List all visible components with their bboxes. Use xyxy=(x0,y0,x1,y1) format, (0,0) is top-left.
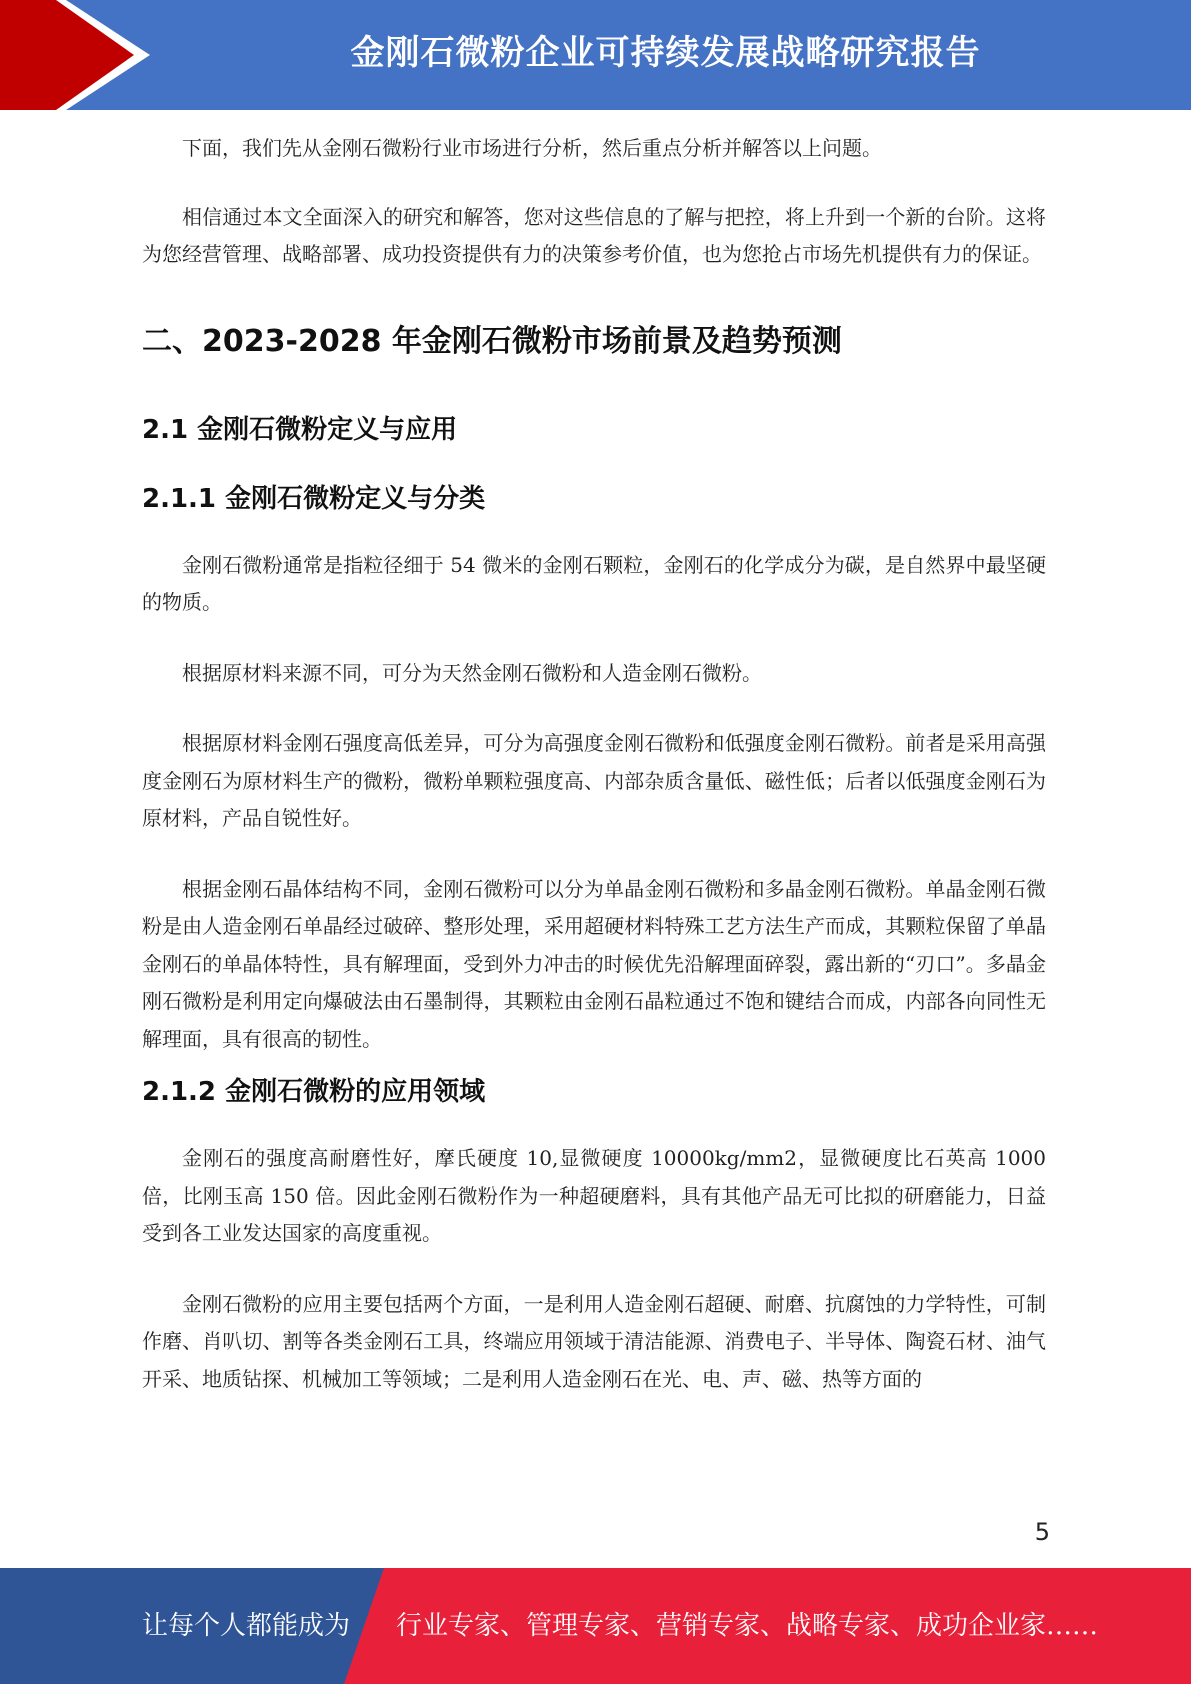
page-number: 5 xyxy=(1034,1518,1050,1546)
paragraph-applications: 金刚石微粉的应用主要包括两个方面，一是利用人造金刚石超硬、耐磨、抗腐蚀的力学特性，可制作磨、肖叭切、割等各类金刚石工具，终端应用领域于清洁能源、消费电子、半导体、陶瓷石材、油气开采、地质钻探、机械加工等领域；二是利用人造金刚石在光、电、声、磁、热等方面的 xyxy=(142,1291,1046,1391)
footer-slogan-right: 行业专家、管理专家、营销专家、战略专家、成功企业家…… xyxy=(396,1611,1099,1641)
footer-slogan-left: 让每个人都能成为 xyxy=(142,1611,351,1641)
paragraph-strength-classification: 根据原材料金刚石强度高低差异，可分为高强度金刚石微粉和低强度金刚石微粉。前者是采用高强度金刚石为原材料生产的微粉，微粉单颗粒强度高、内部杂质含量低、磁性低；后者以低强度金刚石为原材料，产品自锐性好。 xyxy=(142,731,1046,830)
page-header xyxy=(0,0,1191,110)
paragraph-definition: 金刚石微粉通常是指粒径细于 54 微米的金刚石颗粒，金刚石的化学成分为碳，是自然界中最坚硬的物质。 xyxy=(142,552,1046,614)
subsection-heading-2-1-2: 2.1.2 金刚石微粉的应用领域 xyxy=(142,1077,486,1107)
paragraph-intro: 下面，我们先从金刚石微粉行业市场进行分析，然后重点分析并解答以上问题。 xyxy=(182,136,882,160)
section-heading-2: 二、2023-2028 年金刚石微粉市场前景及趋势预测 xyxy=(142,323,842,359)
header-chevron-icon xyxy=(0,0,150,110)
subsection-heading-2-1-1: 2.1.1 金刚石微粉定义与分类 xyxy=(142,483,486,514)
page-footer xyxy=(0,1568,1191,1684)
paragraph-source-classification: 根据原材料来源不同，可分为天然金刚石微粉和人造金刚石微粉。 xyxy=(182,660,762,685)
subsection-heading-2-1: 2.1 金刚石微粉定义与应用 xyxy=(142,414,458,445)
header-title: 金刚石微粉企业可持续发展战略研究报告 xyxy=(350,33,981,73)
paragraph-value: 相信通过本文全面深入的研究和解答，您对这些信息的了解与把控，将上升到一个新的台阶。这将为您经营管理、战略部署、成功投资提供有力的决策参考价值，也为您抢占市场先机提供有力的保证。 xyxy=(142,204,1046,266)
document-body xyxy=(142,130,1046,1398)
paragraph-crystal-classification: 根据金刚石晶体结构不同，金刚石微粉可以分为单晶金刚石微粉和多晶金刚石微粉。单晶金刚石微粉是由人造金刚石单晶经过破碎、整形处理，采用超硬材料特殊工艺方法生产而成，其颗粒保留了单晶金刚石的单晶体特性，具有解理面，受到外力冲击的时候优先沿解理面碎裂，露出新的“刃口”。多晶金刚石微粉是利用定向爆破法由石墨制得，其颗粒由金刚石晶粒通过不饱和键结合而成，内部各向同性无解理面，具有很高的韧性。 xyxy=(142,876,1046,1051)
paragraph-hardness: 金刚石的强度高耐磨性好，摩氏硬度 10,显微硬度 10000kg/mm2，显微硬度比石英高 1000 倍，比刚玉高 150 倍。因此金刚石微粉作为一种超硬磨料，具有其他产品无可比拟的研磨能力，日益受到各工业发达国家的高度重视。 xyxy=(142,1146,1046,1245)
